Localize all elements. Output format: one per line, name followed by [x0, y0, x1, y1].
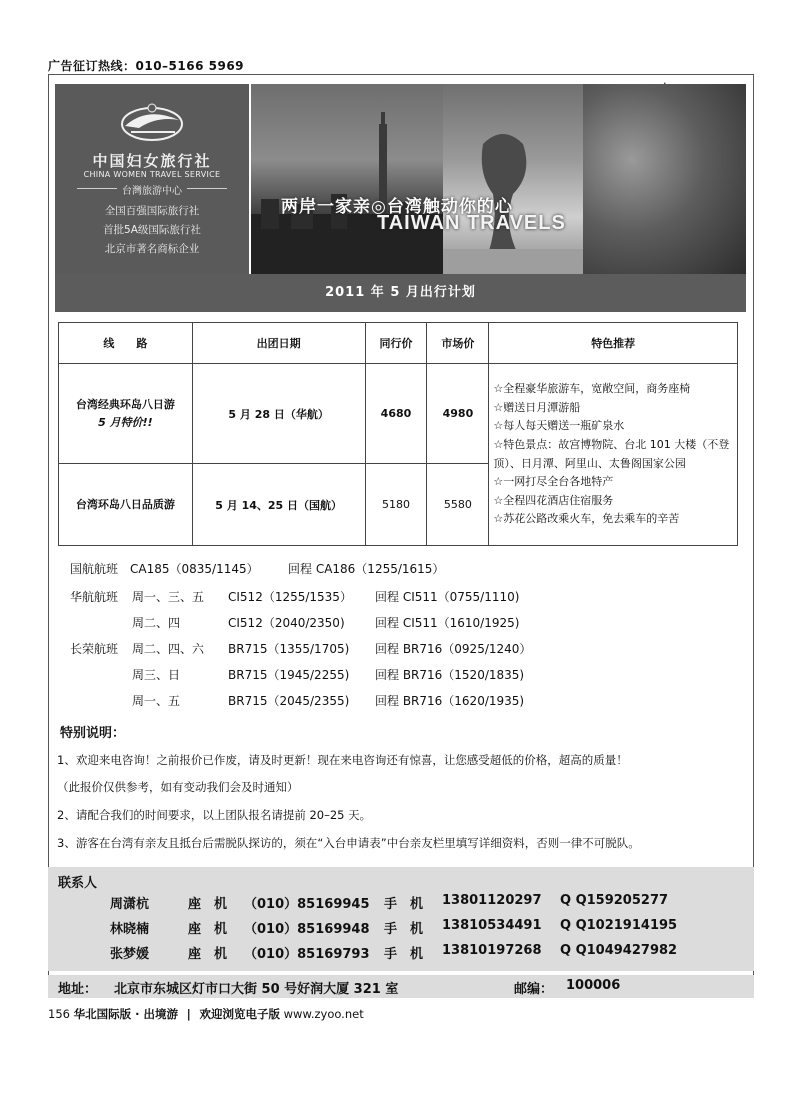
- flight-outbound: BR715（1945/2255): [228, 668, 350, 682]
- flight-airline: 长荣航班: [70, 642, 119, 656]
- page-footer: [48, 1006, 364, 1022]
- tour-price-table: [58, 322, 738, 546]
- brand-honor: 首批5A级国际旅行社: [103, 224, 201, 236]
- contact-row: [48, 893, 754, 917]
- slogan-cn: 两岸一家亲◎台湾触动你的心: [281, 197, 513, 217]
- contact-phone[interactable]: （010）85169948: [244, 922, 370, 937]
- contact-name: 林晓楠: [110, 922, 150, 937]
- flight-days: 周二、四: [132, 616, 181, 630]
- flight-return: 回程 BR716（0925/1240）: [375, 642, 532, 656]
- col-header-peer-price: 同行价: [365, 323, 427, 364]
- contact-row: [48, 943, 754, 967]
- col-header-features: 特色推荐: [489, 323, 738, 364]
- contact-mobile-label: 手 机: [384, 897, 424, 912]
- address-label: 地址：: [58, 982, 98, 997]
- rock-illustration: [443, 84, 583, 274]
- feature-item: ☆每人每天赠送一瓶矿泉水: [493, 419, 625, 433]
- brand-honor: 北京市著名商标企业: [104, 243, 200, 255]
- contact-mobile[interactable]: 13810197268: [442, 943, 542, 958]
- contact-phone-label: 座 机: [188, 947, 228, 962]
- route-cell: [59, 464, 193, 546]
- brand-center-label: 台灣旅游中心: [117, 182, 187, 197]
- slogan-en: TAIWAN TRAVELS: [377, 212, 566, 234]
- plan-title: 2011 年 5 月出行计划: [55, 274, 746, 312]
- feature-item: ☆苏花公路改乘火车，免去乘车的辛苦: [493, 512, 680, 526]
- flight-outbound: BR715（1355/1705): [228, 642, 350, 656]
- contacts-section: [48, 867, 754, 971]
- flight-airline: 国航航班: [70, 562, 119, 576]
- peer-price-cell: 4680: [365, 364, 427, 464]
- contact-phone[interactable]: （010）85169945: [244, 897, 370, 912]
- note-item: 1、欢迎来电咨询！之前报价已作废，请及时更新！现在来电咨询还有惊喜，让您感受超低的价格，超高的质量！: [57, 753, 628, 767]
- flight-outbound: CA185（0835/1145）: [130, 562, 259, 576]
- contact-phone-label: 座 机: [188, 897, 228, 912]
- notes-heading: 特别说明：: [60, 726, 126, 741]
- feature-item: ☆全程四花酒店住宿服务: [493, 493, 614, 507]
- footer-url-link[interactable]: www.zyoo.net: [283, 1007, 364, 1021]
- skyline-illustration: [251, 84, 443, 274]
- banner: [55, 84, 746, 274]
- flight-days: 周二、四、六: [132, 642, 205, 656]
- note-item: 3、游客在台湾有亲友且抵台后需脱队探访的，须在“入台申请表”中台亲友栏里填写详细资料，否则一律不可脱队。: [57, 836, 640, 850]
- contact-qq[interactable]: Q Q159205277: [560, 893, 669, 908]
- flight-return: 回程 CA186（1255/1615）: [288, 562, 445, 576]
- taroko-gorge-photo: [583, 84, 746, 274]
- feature-item: ☆赠送日月潭游船: [493, 400, 581, 414]
- cwts-logo-icon: [117, 102, 187, 146]
- col-header-date: 出团日期: [192, 323, 365, 364]
- flight-days: 周一、五: [132, 694, 181, 708]
- note-item: 2、请配合我们的时间要求，以上团队报名请提前 20–25 天。: [57, 808, 372, 822]
- peer-price-cell: 5180: [365, 464, 427, 546]
- contact-mobile-label: 手 机: [384, 922, 424, 937]
- feature-item: ☆全程豪华旅游车，宽敞空间，商务座椅: [493, 382, 691, 396]
- flight-airline: 华航航班: [70, 590, 119, 604]
- publication-name: 华北国际版 · 出境游: [73, 1007, 178, 1021]
- footer-separator: |: [186, 1007, 191, 1021]
- flight-outbound: BR715（2045/2355): [228, 694, 350, 708]
- page-number: 156: [48, 1007, 70, 1021]
- queens-head-rock-photo: [443, 84, 583, 274]
- brand-panel: [55, 84, 249, 274]
- contact-row: [48, 918, 754, 942]
- ad-hotline: 广告征订热线：010–5166 5969: [48, 59, 245, 73]
- contact-mobile[interactable]: 13801120297: [442, 893, 542, 908]
- brand-honor: 全国百强国际旅行社: [104, 205, 200, 217]
- contact-phone[interactable]: （010）85169793: [244, 947, 370, 962]
- postcode-label: 邮编：: [514, 982, 554, 997]
- features-cell: [489, 364, 738, 546]
- flight-return: 回程 CI511（0755/1110): [375, 590, 520, 604]
- postcode-value: 100006: [566, 978, 621, 993]
- footer-tagline: 欢迎浏览电子版: [199, 1007, 280, 1021]
- contact-mobile[interactable]: 13810534491: [442, 918, 542, 933]
- taipei-skyline-photo: [251, 84, 443, 274]
- route-name: 台湾环岛八日品质游: [75, 497, 175, 511]
- feature-item: ☆特色景点：故宫博物院、台北 101 大楼（不登顶）、日月潭、阿里山、太鲁阁国家公园: [493, 437, 730, 470]
- brand-name-en: CHINA WOMEN TRAVEL SERVICE: [83, 170, 221, 179]
- flight-return: 回程 BR716（1620/1935): [375, 694, 525, 708]
- brand-name-cn: 中国妇女旅行社: [92, 152, 212, 170]
- contact-phone-label: 座 机: [188, 922, 228, 937]
- route-cell: [59, 364, 193, 464]
- address-text: 北京市东城区灯市口大街 50 号好润大厦 321 室: [114, 982, 399, 997]
- market-price-cell: 5580: [427, 464, 489, 546]
- flight-return: 回程 BR716（1520/1835): [375, 668, 525, 682]
- route-name: 台湾经典环岛八日游: [75, 397, 175, 411]
- table-header-row: [59, 323, 738, 364]
- flight-days: 周一、三、五: [132, 590, 205, 604]
- contact-qq[interactable]: Q Q1049427982: [560, 943, 678, 958]
- contact-mobile-label: 手 机: [384, 947, 424, 962]
- table-row: [59, 364, 738, 464]
- date-cell: 5 月 14、25 日（国航）: [192, 464, 365, 546]
- flight-days: 周三、日: [132, 668, 181, 682]
- contact-name: 周潇杭: [110, 897, 150, 912]
- date-cell: 5 月 28 日（华航）: [192, 364, 365, 464]
- note-item: （此报价仅供参考，如有变动我们会及时通知）: [57, 780, 299, 794]
- special-offer-label: 5 月特价!!: [98, 415, 153, 429]
- col-header-market-price: 市场价: [427, 323, 489, 364]
- address-bar: [48, 975, 754, 998]
- contact-qq[interactable]: Q Q1021914195: [560, 918, 678, 933]
- market-price-cell: 4980: [427, 364, 489, 464]
- flight-return: 回程 CI511（1610/1925): [375, 616, 520, 630]
- flight-outbound: CI512（2040/2350): [228, 616, 345, 630]
- brand-honors: [55, 202, 249, 259]
- contact-name: 张梦媛: [110, 947, 150, 962]
- col-header-route: 线 路: [59, 323, 193, 364]
- feature-item: ☆一网打尽全台各地特产: [493, 475, 614, 489]
- flight-outbound: CI512（1255/1535）: [228, 590, 352, 604]
- contacts-heading: 联系人: [58, 876, 98, 891]
